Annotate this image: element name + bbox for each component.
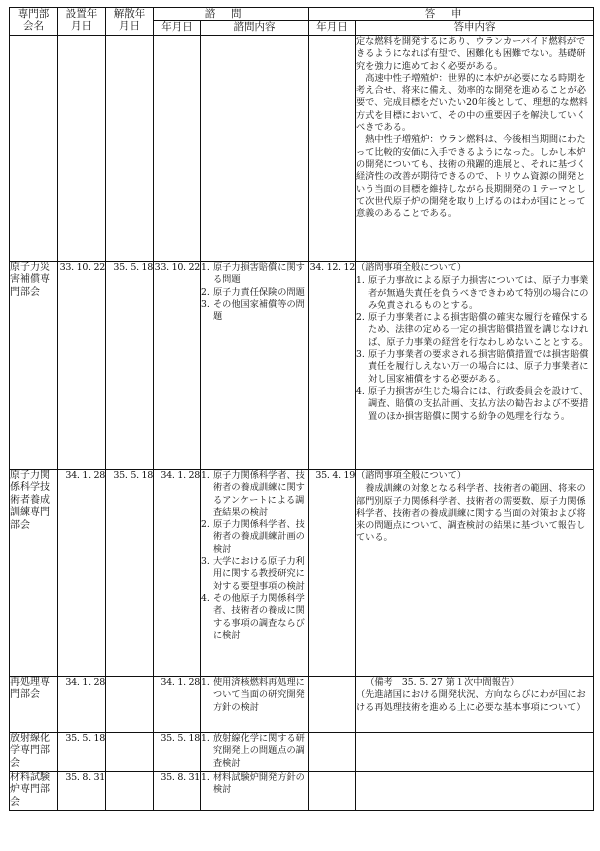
continuation-paragraph: 高速中性子増殖炉：世界的に本炉が必要になる時期を考え合せ、将来に備え、効率的な開発を進めることが必要で、完成目標をだいたい20年後として、理想的な燃料方式を目標において、その中の重要因子を解決していくべきである。: [356, 72, 588, 134]
cell-empty: [309, 36, 356, 262]
inquiry-item: [201, 593, 308, 642]
item-text: 原子力損害賠償に関する問題: [213, 262, 305, 286]
report-date: 34. 12. 12: [309, 262, 356, 470]
item-text: 原子力損害が生じた場合には、行政委員会を設けて、調査、賠償の支払計画、支払方法の勧告および不要措置のほか損害賠償に関する紛争の処理を行なう。: [368, 385, 589, 422]
report-item: [356, 349, 593, 386]
dept-name: 原子力関係科学技術者養成訓練専門部会: [10, 470, 58, 677]
report-paragraph: （備考 35. 5. 27 第１次中間報告）: [365, 677, 520, 688]
report-head: （諮問事項全般について）: [356, 470, 467, 481]
report-paragraph: 養成訓練の対象となる科学者、技術者の範囲、将来の部門別原子力関係科学者、技術者の需要数、原子力関係科学者、技術者の養成訓練に関する当面の対策および将来の問題点について、調査検討の結果に基づいて報告している。: [356, 483, 586, 544]
established-date: 35. 5. 18: [58, 733, 106, 772]
dissolved-date: [106, 772, 154, 811]
header-inquiry-date: 年月日: [154, 21, 201, 36]
item-text: 大学における原子力利用に関する教授研究に対する要望事項の検討: [213, 556, 305, 592]
dept-name: 原子力災害補償専門部会: [10, 262, 58, 470]
inquiry-date: 34. 1. 28: [154, 470, 201, 677]
inquiry-item: [201, 470, 308, 519]
inquiry-content: [201, 733, 309, 772]
item-number: 4.: [201, 592, 210, 604]
header-inquiry: 諮問: [154, 8, 309, 21]
item-number: 3.: [201, 298, 210, 310]
dept-name: 再処理専門部会: [10, 677, 58, 733]
header-dept-text: 専門部会名: [17, 8, 50, 32]
item-text: 材料試験炉開発方針の検討: [213, 772, 305, 796]
table-row: [10, 733, 594, 772]
header-report: 答申: [309, 8, 594, 21]
report-item: [356, 275, 593, 312]
item-number: 3.: [356, 349, 365, 361]
item-number: 2.: [201, 286, 210, 298]
inquiry-item: [201, 287, 308, 299]
header-report-content: 答申内容: [356, 21, 594, 36]
inquiry-item: [201, 262, 308, 287]
inquiry-item: [201, 772, 308, 797]
table-row: [10, 772, 594, 811]
inquiry-date: 35. 5. 18: [154, 733, 201, 772]
report-content: [356, 470, 594, 677]
report-content: [356, 262, 594, 470]
item-text: 原子力事業者による損害賠償の確実な履行を確保するため、法律の定める一定の損害賠償措置を講じなければ、原子力事業の経営を行なわしめないこととする。: [368, 312, 589, 348]
table-row: [10, 677, 594, 733]
inquiry-date: 34. 1. 28: [154, 677, 201, 733]
table-row-continuation: [10, 36, 594, 262]
item-number: 1.: [201, 262, 210, 273]
item-number: 1.: [356, 275, 365, 287]
item-text: 原子力関係科学者、技術者の養成訓練計画の検討: [213, 519, 305, 555]
inquiry-date: 33. 10. 22: [154, 262, 201, 470]
dept-name: 放射線化学専門部会: [10, 733, 58, 772]
cell-empty: [10, 36, 58, 262]
dissolved-date: 35. 5. 18: [106, 470, 154, 677]
report-date: 35. 4. 19: [309, 470, 356, 677]
header-dept: [10, 8, 58, 36]
report-item: [356, 312, 593, 349]
item-number: 1.: [201, 772, 210, 783]
inquiry-content: [201, 262, 309, 470]
item-number: 1.: [201, 470, 210, 481]
header-dissolved: [106, 8, 154, 36]
established-date: 34. 1. 28: [58, 470, 106, 677]
inquiry-item: [201, 299, 308, 324]
item-number: 2.: [356, 312, 365, 324]
cell-empty: [106, 36, 154, 262]
inquiry-content: [201, 677, 309, 733]
table-row: [10, 262, 594, 470]
header-established: [58, 8, 106, 36]
item-text: 原子力責任保険の問題: [213, 286, 305, 298]
report-date: [309, 677, 356, 733]
report-date: [309, 733, 356, 772]
item-text: その他国家補償等の問題: [213, 298, 305, 323]
continuation-report: [356, 36, 594, 262]
header-inquiry-content: 諮問内容: [201, 21, 309, 36]
inquiry-item: [201, 556, 308, 593]
report-head: （諮問事項全般について）: [356, 262, 467, 273]
cell-empty: [154, 36, 201, 262]
inquiry-content: [201, 470, 309, 677]
item-number: 4.: [356, 385, 365, 397]
inquiry-date: 35. 8. 31: [154, 772, 201, 811]
item-number: 1.: [201, 733, 210, 744]
report-item: [356, 386, 593, 423]
established-date: 34. 1. 28: [58, 677, 106, 733]
item-text: その他原子力関係科学者、技術者の養成に関する事項の調査ならびに検討: [213, 592, 305, 641]
continuation-paragraph: 定な燃料を開発するにあり、ウランカーバイド燃料ができるようになれば有望で、困難化も困難でない。基礎研究を強力に進めておく必要がある。: [356, 36, 586, 72]
item-text: 原子力事故による原子力損害については、原子力事業者が無過失責任を負うべきできわめて特別の場合にのみ免責されるものとする。: [368, 275, 589, 311]
dept-name: 材料試験炉専門部会: [10, 772, 58, 811]
table-row: [10, 470, 594, 677]
cell-empty: [201, 36, 309, 262]
item-number: 2.: [201, 519, 210, 531]
report-date: [309, 772, 356, 811]
inquiry-item: [201, 677, 308, 714]
item-text: 原子力関係科学者、技術者の養成訓練に関するアンケートによる調査結果の検討: [213, 470, 305, 518]
inquiry-item: [201, 733, 308, 770]
report-content: [356, 733, 594, 772]
item-number: 1.: [201, 677, 210, 688]
item-number: 3.: [201, 556, 210, 568]
item-text: 使用済核燃料再処理について当面の研究開発方針の検討: [213, 677, 305, 713]
committee-table: [9, 7, 594, 811]
established-date: 33. 10. 22: [58, 262, 106, 470]
dissolved-date: [106, 733, 154, 772]
dissolved-date: 35. 5. 18: [106, 262, 154, 470]
report-content: [356, 677, 594, 733]
header-report-date: 年月日: [309, 21, 356, 36]
report-paragraph: （先進諸国における開発状況、方向ならびにわが国における再処理技術を進める上に必要な基本事項について）: [356, 689, 586, 713]
continuation-paragraph: 熱中性子増殖炉：ウラン燃料は、今後相当期間にわたって比較的安価に入手できるようになった。しかし本炉の開発についても、技術の飛躍的進展と、それに基づく経済性の改善が期待できるので、トリウム資源の開発という当面の目標を維持しながら長期開発の１テーマとして次世代原子炉の開発を取り上げるのはわが国にとって意義のあることである。: [356, 134, 586, 220]
inquiry-content: [201, 772, 309, 811]
dissolved-date: [106, 677, 154, 733]
item-text: 原子力事業者の要求される損害賠償措置では損害賠償責任を履行しえない万一の場合には、原子力事業者に対し国家補償をする必要がある。: [368, 349, 589, 385]
header-dissolved-text: 解散年月日: [113, 8, 146, 32]
header-established-text: 設置年月日: [65, 8, 98, 32]
cell-empty: [58, 36, 106, 262]
established-date: 35. 8. 31: [58, 772, 106, 811]
report-content: [356, 772, 594, 811]
item-text: 放射線化学に関する研究開発上の問題点の調査検討: [213, 733, 305, 769]
inquiry-item: [201, 519, 308, 556]
